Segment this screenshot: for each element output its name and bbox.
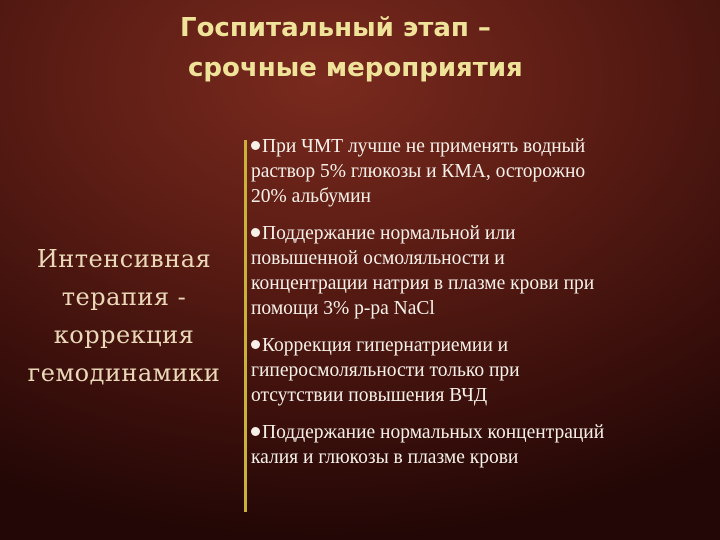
- vertical-divider: [244, 140, 247, 512]
- bullet-item-1-line-3: 20% альбумин: [251, 186, 371, 207]
- bullet-item-4-row-1: [251, 420, 703, 445]
- bullet-item-4-line-2: калия и глюкозы в плазме крови: [251, 447, 519, 468]
- slide-title: [180, 8, 700, 88]
- bullet-item-3: [251, 333, 703, 408]
- bullet-item-1-line-1: При ЧМТ лучше не применять водный: [262, 136, 586, 157]
- slide-title-line-1: Госпитальный этап –: [180, 13, 491, 43]
- section-heading: [8, 240, 240, 392]
- section-heading-line-2: терапия -: [61, 283, 187, 311]
- bullet-item-2-line-4: помощи 3% р-ра NaCl: [251, 298, 435, 319]
- bullet-item-1-line-2: раствор 5% глюкозы и КМА, осторожно: [251, 161, 586, 182]
- bullet-item-3-line-2: гиперосмоляльности только при: [251, 360, 520, 381]
- bullet-dot-icon: [251, 141, 260, 150]
- bullet-item-2-line-3: концентрации натрия в плазме крови при: [251, 273, 595, 294]
- bullet-list: [251, 134, 703, 482]
- bullet-item-1: [251, 134, 703, 209]
- section-heading-line-3: коррекция: [53, 321, 195, 349]
- bullet-dot-icon: [251, 228, 260, 237]
- bullet-item-4: [251, 420, 703, 470]
- section-heading-line-4: гемодинамики: [27, 359, 221, 387]
- bullet-dot-icon: [251, 427, 260, 436]
- bullet-item-3-line-3: отсутствии повышения ВЧД: [251, 385, 488, 406]
- bullet-dot-icon: [251, 340, 260, 349]
- bullet-item-2-line-2: повышенной осмоляльности и: [251, 248, 505, 269]
- bullet-item-2-line-1: Поддержание нормальной или: [262, 223, 516, 244]
- bullet-item-3-row-1: [251, 333, 703, 358]
- bullet-item-2-row-1: [251, 221, 703, 246]
- slide-title-line-2: срочные мероприятия: [188, 53, 523, 83]
- section-heading-line-1: Интенсивная: [36, 245, 212, 273]
- bullet-item-3-line-1: Коррекция гипернатриемии и: [262, 335, 509, 356]
- bullet-item-2: [251, 221, 703, 321]
- bullet-item-4-line-1: Поддержание нормальных концентраций: [262, 422, 605, 443]
- bullet-item-1-row-1: [251, 134, 703, 159]
